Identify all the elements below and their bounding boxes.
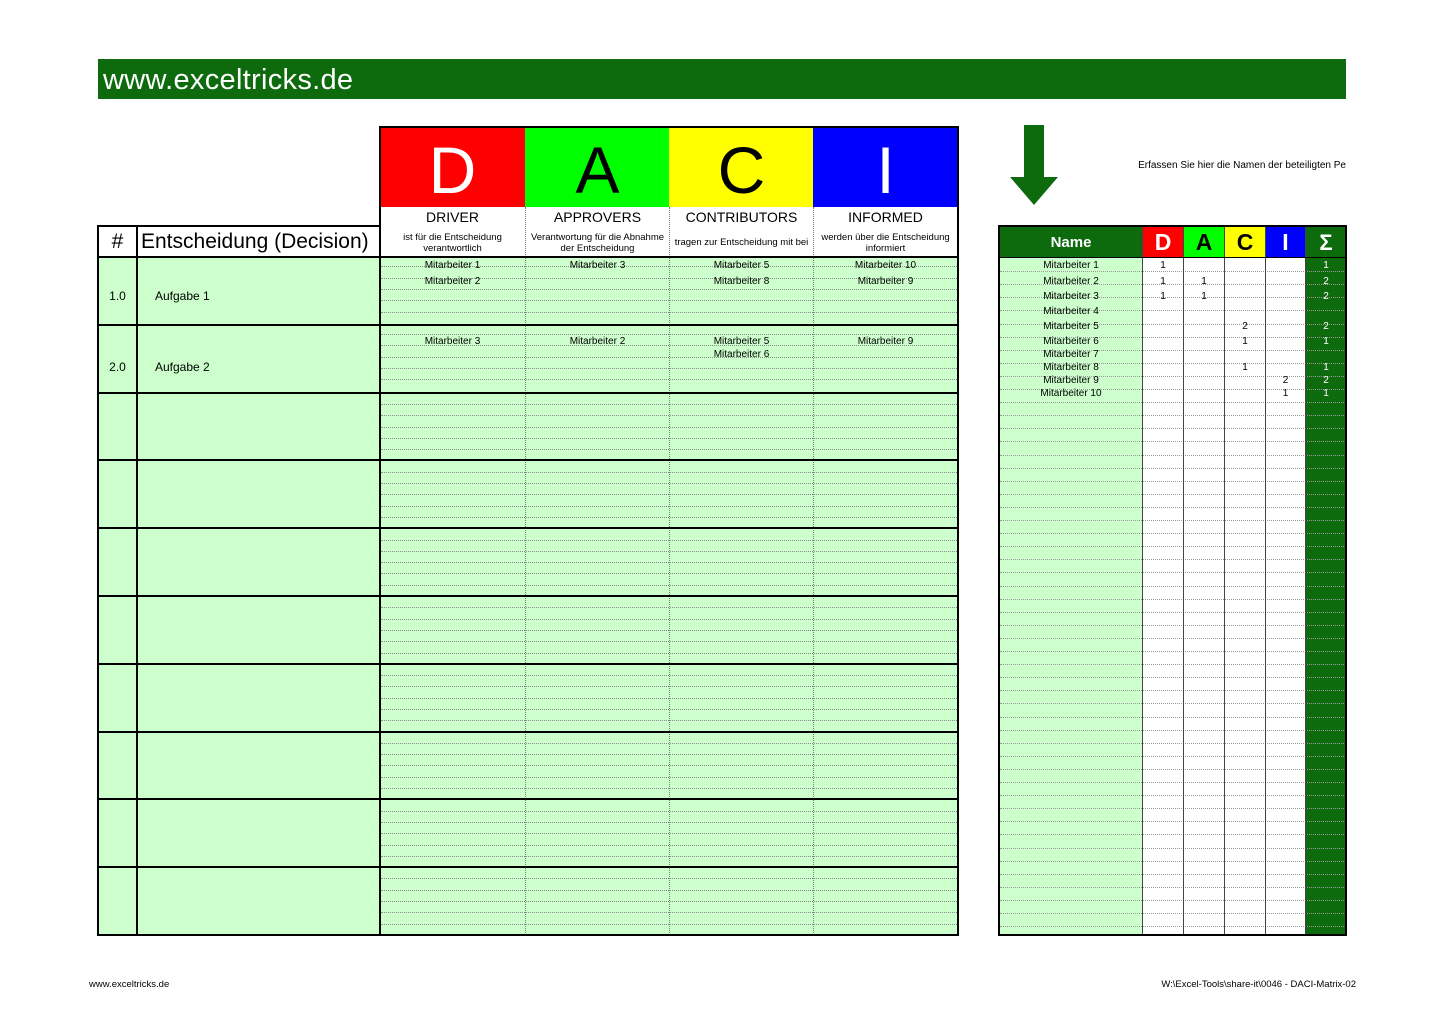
- summary-count-i: 2: [1282, 375, 1289, 386]
- block-border: [97, 731, 959, 733]
- summary-row-divider: [1000, 756, 1346, 757]
- summary-row-divider: [1000, 874, 1346, 875]
- block-border: [97, 324, 959, 326]
- matrix-border-decision: [379, 225, 381, 936]
- summary-row-divider: [1000, 769, 1346, 770]
- block-border: [97, 527, 959, 529]
- summary-row-divider: [1000, 533, 1346, 534]
- block-border: [97, 934, 959, 936]
- matrix-border-number: [136, 225, 138, 936]
- summary-row-divider: [1000, 795, 1346, 796]
- assigned-person: Mitarbeiter 9: [857, 276, 914, 287]
- summary-row-divider: [1000, 834, 1346, 835]
- summary-person-name: Mitarbeiter 6: [1043, 336, 1099, 347]
- daci-letter-i: I: [813, 128, 958, 207]
- header-border-top: [379, 126, 959, 128]
- role-label: INFORMED: [848, 209, 923, 225]
- task-name: Aufgabe 1: [155, 289, 210, 303]
- summary-person-name: Mitarbeiter 1: [1043, 260, 1099, 271]
- column-divider: [813, 207, 814, 935]
- summary-row-divider: [1000, 599, 1346, 600]
- summary-count-c: 1: [1242, 336, 1248, 347]
- assigned-person: Mitarbeiter 5: [713, 336, 770, 347]
- assigned-person: Mitarbeiter 8: [713, 276, 770, 287]
- summary-row-divider: [1000, 703, 1346, 704]
- summary-person-name: Mitarbeiter 10: [1040, 388, 1102, 399]
- summary-count-d: 1: [1160, 276, 1166, 287]
- summary-total: 1: [1323, 260, 1329, 271]
- task-name: Aufgabe 2: [155, 360, 210, 374]
- block-border: [97, 866, 959, 868]
- assigned-person: Mitarbeiter 2: [424, 276, 481, 287]
- site-banner-label: www.exceltricks.de: [103, 64, 354, 96]
- role-label: APPROVERS: [553, 209, 642, 225]
- summary-row-divider: [1000, 913, 1346, 914]
- summary-row-divider: [1000, 861, 1346, 862]
- summary-row-divider: [1000, 625, 1346, 626]
- hash-header: #: [111, 230, 124, 253]
- summary-row-divider: [1000, 848, 1346, 849]
- summary-col-border: [1142, 226, 1143, 935]
- block-border: [97, 663, 959, 665]
- summary-header-i: I: [1266, 227, 1305, 258]
- summary-total: 1: [1323, 388, 1329, 399]
- footer-left: www.exceltricks.de: [89, 979, 170, 990]
- summary-row-divider: [1000, 468, 1346, 469]
- footer-right: W:\Excel-Tools\share-it\0046 - DACI-Matrix-02: [1161, 979, 1356, 990]
- summary-row-divider: [1000, 808, 1346, 809]
- role-description: werden über die Entscheidung informiert: [821, 231, 950, 254]
- block-border: [97, 798, 959, 800]
- daci-letter-d: D: [380, 128, 525, 207]
- summary-row-divider: [1000, 494, 1346, 495]
- summary-row-divider: [1000, 821, 1346, 822]
- summary-row-divider: [1000, 612, 1346, 613]
- summary-row-divider: [1000, 428, 1346, 429]
- summary-row-divider: [1000, 926, 1346, 927]
- assigned-person: Mitarbeiter 2: [569, 336, 626, 347]
- summary-row-divider: [1000, 743, 1346, 744]
- summary-header-bottom: [998, 257, 1347, 258]
- summary-count-c: 1: [1242, 362, 1248, 373]
- summary-header-d: D: [1143, 227, 1183, 258]
- assigned-person: Mitarbeiter 3: [569, 260, 626, 271]
- role-label: DRIVER: [426, 209, 479, 225]
- summary-count-d: 1: [1160, 291, 1166, 302]
- summary-row-divider: [1000, 900, 1346, 901]
- summary-total: 2: [1323, 276, 1329, 287]
- role-description: tragen zur Entscheidung mit bei: [674, 237, 809, 248]
- role-label: CONTRIBUTORS: [685, 209, 798, 225]
- summary-count-c: 2: [1242, 321, 1248, 332]
- summary-row-divider: [1000, 782, 1346, 783]
- decision-header: Entscheidung (Decision): [141, 230, 369, 253]
- summary-person-name: Mitarbeiter 4: [1043, 306, 1099, 317]
- summary-name-header: Name: [1000, 227, 1142, 258]
- summary-header-c: C: [1225, 227, 1265, 258]
- summary-person-name: Mitarbeiter 5: [1043, 321, 1099, 332]
- summary-person-name: Mitarbeiter 7: [1043, 349, 1099, 360]
- summary-row-divider: [1000, 481, 1346, 482]
- summary-row-divider: [1000, 717, 1346, 718]
- summary-row-divider: [1000, 887, 1346, 888]
- summary-count-d: 1: [1160, 260, 1166, 271]
- assigned-person: Mitarbeiter 1: [424, 260, 481, 271]
- assigned-person: Mitarbeiter 6: [713, 349, 770, 360]
- summary-sum-header: Σ: [1306, 227, 1346, 258]
- column-divider: [525, 207, 526, 935]
- role-description: Verantwortung für die Abnahme der Entscheidung: [530, 231, 665, 254]
- summary-person-name: Mitarbeiter 2: [1043, 276, 1099, 287]
- summary-row-divider: [1000, 677, 1346, 678]
- assigned-person: Mitarbeiter 3: [424, 336, 481, 347]
- summary-row-divider: [1000, 520, 1346, 521]
- summary-row-divider: [1000, 664, 1346, 665]
- block-border: [97, 459, 959, 461]
- summary-row-divider: [1000, 415, 1346, 416]
- summary-total: 2: [1323, 321, 1329, 332]
- summary-border-bottom: [998, 934, 1347, 936]
- summary-total: 1: [1323, 336, 1329, 347]
- summary-person-name: Mitarbeiter 8: [1043, 362, 1099, 373]
- summary-total: 2: [1323, 291, 1329, 302]
- summary-person-name: Mitarbeiter 9: [1043, 375, 1099, 386]
- matrix-border-right: [957, 225, 959, 936]
- summary-row-divider: [1000, 651, 1346, 652]
- matrix-border-left: [97, 225, 99, 936]
- summary-header-a: A: [1184, 227, 1224, 258]
- summary-row-divider: [1000, 402, 1346, 403]
- task-number: 2.0: [109, 360, 126, 374]
- summary-hint: Erfassen Sie hier die Namen der beteiligten Pe: [1138, 160, 1346, 171]
- summary-count-i: 1: [1282, 388, 1289, 399]
- summary-row-divider: [1000, 546, 1346, 547]
- header-row-top-border: [97, 225, 381, 227]
- summary-row-divider: [1000, 638, 1346, 639]
- block-border: [97, 595, 959, 597]
- assigned-person: Mitarbeiter 10: [854, 260, 917, 271]
- summary-border-top: [998, 225, 1347, 227]
- summary-row-divider: [1000, 730, 1346, 731]
- summary-total: 1: [1323, 362, 1329, 373]
- column-divider: [669, 207, 670, 935]
- assigned-person: Mitarbeiter 9: [857, 336, 914, 347]
- block-border: [97, 256, 959, 258]
- summary-row-divider: [1000, 507, 1346, 508]
- summary-person-name: Mitarbeiter 3: [1043, 291, 1099, 302]
- summary-row-divider: [1000, 586, 1346, 587]
- block-border: [97, 392, 959, 394]
- daci-letter-c: C: [669, 128, 814, 207]
- task-number: 1.0: [109, 289, 126, 303]
- summary-col-border: [1265, 226, 1266, 935]
- daci-letter-a: A: [525, 128, 670, 207]
- role-description: ist für die Entscheidung verantwortlich: [403, 231, 502, 254]
- summary-row-divider: [1000, 572, 1346, 573]
- assigned-person: Mitarbeiter 5: [713, 260, 770, 271]
- summary-total: 2: [1323, 375, 1329, 386]
- arrow-down-icon: [1008, 125, 1060, 207]
- summary-count-a: 1: [1201, 291, 1207, 302]
- summary-col-border: [1183, 226, 1184, 935]
- summary-row-divider: [1000, 559, 1346, 560]
- summary-row-divider: [1000, 455, 1346, 456]
- summary-count-a: 1: [1201, 276, 1207, 287]
- summary-row-divider: [1000, 690, 1346, 691]
- summary-row-divider: [1000, 441, 1346, 442]
